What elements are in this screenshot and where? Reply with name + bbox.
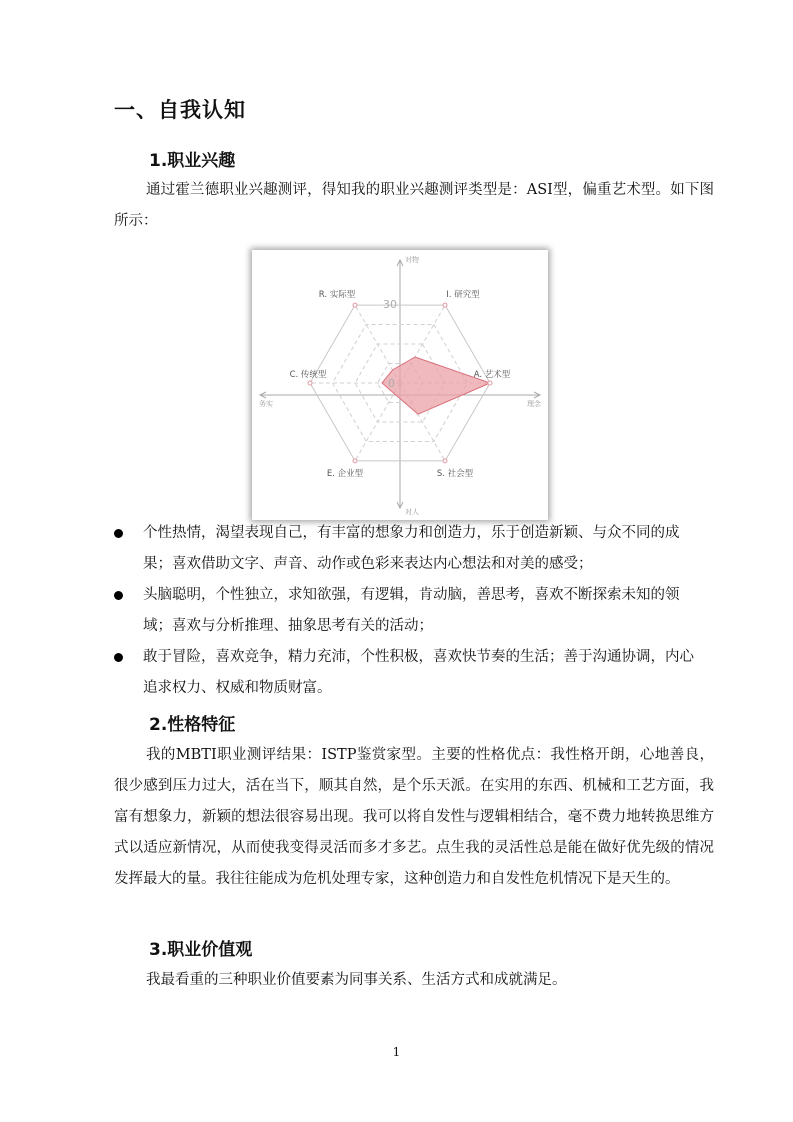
bullet-text: 敢于冒险，喜欢竞争，精力充沛，个性积极，喜欢快节奏的生活；善于沟通协调，内心追求权力、权威和物质财富。 [143,649,694,696]
radar-orientation-label: 理念 [527,400,541,408]
radar-vertex-marker [353,459,357,463]
radar-data-area [382,357,490,414]
radar-vertex-marker [443,303,447,307]
subsection-title-values: 3.职业价值观 [149,940,253,960]
radar-tick-label: 30 [383,298,397,311]
bullet-item [114,580,694,642]
radar-axis-label: R. 实际型 [318,290,356,301]
radar-vertex-marker [308,381,312,385]
bullet-dot-icon [114,653,123,662]
radar-svg [252,250,548,520]
values-body: 我最看重的三种职业价值要素为同事关系、生活方式和成就满足。 [146,972,567,988]
radar-vertex-marker [443,459,447,463]
holland-radar-chart [252,250,548,520]
bullet-item [114,518,694,580]
interest-intro: 通过霍兰德职业兴趣测评，得知我的职业兴趣测评类型是：ASI型，偏重艺术型。如下图所示： [114,182,714,229]
radar-orientation-label: 务实 [259,400,273,408]
radar-tick-label: 0 [388,377,395,390]
radar-axis-label: E. 企业型 [326,468,364,479]
bullet-dot-icon [114,591,123,600]
radar-axis-label: S. 社会型 [436,468,474,479]
page-number: 1 [392,1045,401,1059]
radar-axis-label: I. 研究型 [446,290,480,301]
bullet-text: 个性热情，渴望表现自己，有丰富的想象力和创造力，乐于创造新颖、与众不同的成果；喜欢借助文字、声音、动作或色彩来表达内心想法和对美的感受； [143,525,680,572]
bullet-text: 头脑聪明，个性独立，求知欲强，有逻辑，肯动脑，善思考，喜欢不断探索未知的领域；喜欢与分析推理、抽象思考有关的活动； [143,587,680,634]
radar-orientation-label: 对人 [405,508,419,516]
radar-orientation-label: 对物 [405,256,419,264]
section-heading: 一、自我认知 [114,98,246,122]
bullet-item [114,642,694,704]
radar-axis-label: C. 传统型 [289,370,327,380]
radar-vertex-marker [353,303,357,307]
radar-axis-label: A. 艺术型 [473,370,511,380]
bullet-dot-icon [114,529,123,538]
subsection-title-interest: 1.职业兴趣 [149,151,236,171]
subsection-title-personality: 2.性格特征 [149,715,236,735]
radar-vertex-marker [488,381,492,385]
personality-body: 我的MBTI职业测评结果：ISTP鉴赏家型。主要的性格优点：我性格开朗，心地善良，很少感到压力过大，活在当下，顺其自然，是个乐天派。在实用的东西、机械和工艺方面，我富有想象力，新颖的想法很容易出现。我可以将自发性与逻辑相结合，毫不费力地转换思维方式以适应新情况，从而使我变得灵活而多才多艺。点生我的灵活性总是能在做好优先级的情况发挥最大的量。我往往能成为危机处理专家，这种创造力和自发性危机情况下是天生的。 [114,747,714,887]
